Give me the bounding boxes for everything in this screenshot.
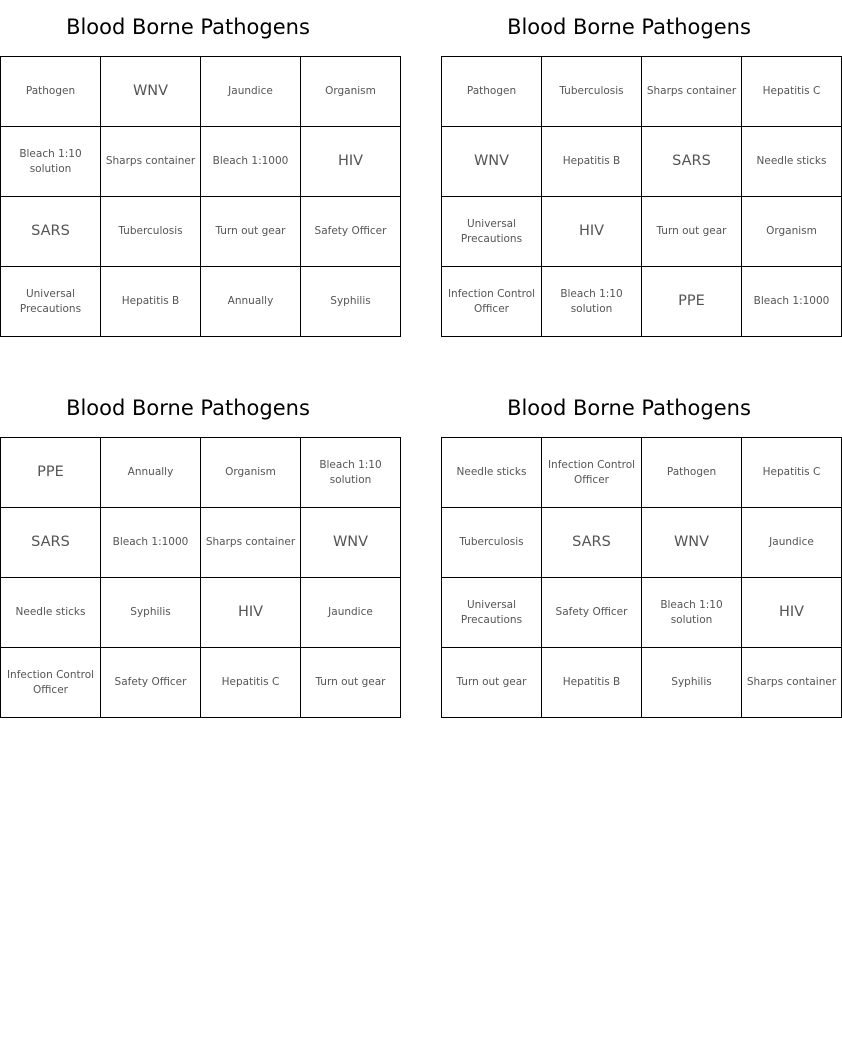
- bingo-grid: [441, 56, 842, 337]
- grid-cell: Tuberculosis: [442, 508, 542, 578]
- card-title: Blood Borne Pathogens: [66, 15, 310, 39]
- grid-cell: Hepatitis B: [542, 127, 642, 197]
- grid-cell: WNV: [642, 508, 742, 578]
- grid-cell: Pathogen: [642, 438, 742, 508]
- grid-row: [1, 197, 401, 267]
- grid-row: [1, 127, 401, 197]
- grid-cell: SARS: [642, 127, 742, 197]
- grid-row: [442, 127, 842, 197]
- grid-cell: Universal Precautions: [442, 197, 542, 267]
- grid-cell: Annually: [101, 438, 201, 508]
- grid-cell: Turn out gear: [301, 648, 401, 718]
- card-title: Blood Borne Pathogens: [507, 15, 751, 39]
- grid-cell: Syphilis: [301, 267, 401, 337]
- grid-cell: Needle sticks: [1, 578, 101, 648]
- card-title: Blood Borne Pathogens: [507, 396, 751, 420]
- grid-row: [442, 438, 842, 508]
- grid-cell: PPE: [1, 438, 101, 508]
- grid-cell: Hepatitis C: [742, 57, 842, 127]
- grid-cell: Organism: [742, 197, 842, 267]
- grid-cell: Tuberculosis: [542, 57, 642, 127]
- grid-cell: WNV: [301, 508, 401, 578]
- grid-cell: SARS: [542, 508, 642, 578]
- grid-cell: Hepatitis B: [542, 648, 642, 718]
- grid-cell: Bleach 1:10 solution: [642, 578, 742, 648]
- grid-cell: WNV: [442, 127, 542, 197]
- grid-row: [1, 578, 401, 648]
- grid-cell: SARS: [1, 508, 101, 578]
- grid-cell: Universal Precautions: [442, 578, 542, 648]
- grid-cell: Safety Officer: [301, 197, 401, 267]
- grid-row: [1, 438, 401, 508]
- grid-cell: Bleach 1:1000: [201, 127, 301, 197]
- grid-cell: WNV: [101, 57, 201, 127]
- grid-cell: Turn out gear: [642, 197, 742, 267]
- card-title: Blood Borne Pathogens: [66, 396, 310, 420]
- grid-cell: Syphilis: [101, 578, 201, 648]
- grid-row: [1, 508, 401, 578]
- grid-cell: SARS: [1, 197, 101, 267]
- grid-cell: Bleach 1:1000: [742, 267, 842, 337]
- grid-row: [442, 267, 842, 337]
- grid-cell: Sharps container: [201, 508, 301, 578]
- grid-cell: Universal Precautions: [1, 267, 101, 337]
- bingo-grid: [441, 437, 842, 718]
- grid-cell: HIV: [742, 578, 842, 648]
- grid-row: [1, 57, 401, 127]
- grid-cell: Hepatitis C: [201, 648, 301, 718]
- grid-cell: PPE: [642, 267, 742, 337]
- grid-cell: Infection Control Officer: [1, 648, 101, 718]
- grid-cell: Jaundice: [301, 578, 401, 648]
- grid-cell: Jaundice: [201, 57, 301, 127]
- grid-cell: Sharps container: [742, 648, 842, 718]
- bingo-grid: [0, 56, 401, 337]
- grid-cell: Hepatitis C: [742, 438, 842, 508]
- grid-cell: Safety Officer: [542, 578, 642, 648]
- grid-cell: Tuberculosis: [101, 197, 201, 267]
- grid-cell: Infection Control Officer: [542, 438, 642, 508]
- grid-row: [442, 508, 842, 578]
- grid-cell: Bleach 1:10 solution: [542, 267, 642, 337]
- grid-cell: Organism: [301, 57, 401, 127]
- grid-row: [442, 197, 842, 267]
- grid-cell: Sharps container: [101, 127, 201, 197]
- grid-cell: Turn out gear: [442, 648, 542, 718]
- grid-cell: Infection Control Officer: [442, 267, 542, 337]
- grid-cell: HIV: [301, 127, 401, 197]
- grid-cell: Needle sticks: [742, 127, 842, 197]
- grid-cell: Pathogen: [1, 57, 101, 127]
- grid-cell: Bleach 1:1000: [101, 508, 201, 578]
- grid-cell: Needle sticks: [442, 438, 542, 508]
- bingo-grid: [0, 437, 401, 718]
- grid-cell: Turn out gear: [201, 197, 301, 267]
- grid-cell: Sharps container: [642, 57, 742, 127]
- grid-row: [1, 648, 401, 718]
- grid-cell: Annually: [201, 267, 301, 337]
- grid-row: [1, 267, 401, 337]
- grid-cell: Bleach 1:10 solution: [301, 438, 401, 508]
- grid-cell: HIV: [201, 578, 301, 648]
- grid-cell: Jaundice: [742, 508, 842, 578]
- grid-row: [442, 57, 842, 127]
- grid-row: [442, 648, 842, 718]
- grid-cell: Safety Officer: [101, 648, 201, 718]
- grid-cell: Pathogen: [442, 57, 542, 127]
- grid-cell: Organism: [201, 438, 301, 508]
- grid-cell: Syphilis: [642, 648, 742, 718]
- grid-cell: Bleach 1:10 solution: [1, 127, 101, 197]
- grid-cell: Hepatitis B: [101, 267, 201, 337]
- grid-cell: HIV: [542, 197, 642, 267]
- grid-row: [442, 578, 842, 648]
